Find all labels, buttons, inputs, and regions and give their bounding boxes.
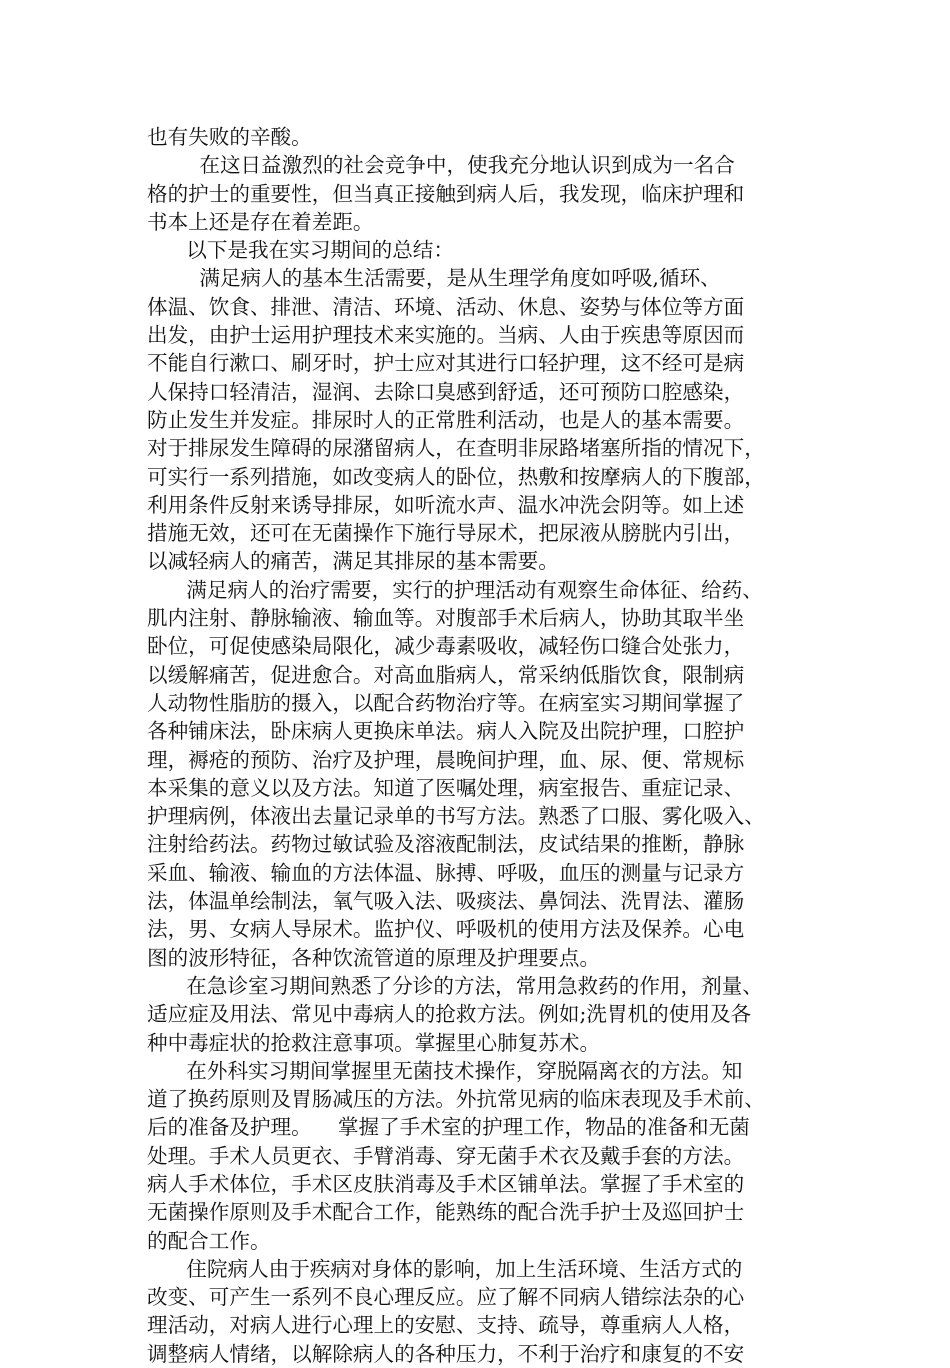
- text-line: 书本上还是存在着差距。: [147, 209, 374, 234]
- text-line: 以减轻病人的痛苦，满足其排尿的基本需要。: [147, 549, 559, 574]
- text-line: 可实行一系列措施，如改变病人的卧位，热敷和按摩病人的下腹部，: [147, 464, 765, 489]
- text-line: 也有失败的辛酸。: [147, 125, 312, 149]
- text-line: 法，体温单绘制法，氧气吸入法、吸痰法、鼻饲法、洗胃法、灌肠: [147, 889, 745, 914]
- text-line: 利用条件反射来诱导排尿，如听流水声、温水冲洗会阴等。如上述: [147, 492, 745, 517]
- text-line: 满足病人的基本生活需要，是从生理学角度如呼吸,循环、: [147, 266, 721, 291]
- text-line: 不能自行漱口、刷牙时，护士应对其进行口轻护理，这不经可是病: [147, 351, 745, 376]
- text-line: 格的护士的重要性，但当真正接触到病人后，我发现，临床护理和: [147, 181, 745, 206]
- text-line: 人保持口轻清洁，湿润、去除口臭感到舒适，还可预防口腔感染，: [147, 379, 745, 404]
- text-line: 以下是我在实习期间的总结：: [147, 238, 454, 263]
- text-line: 道了换药原则及胃肠减压的方法。外抗常见病的临床表现及手术前、: [147, 1087, 765, 1112]
- text-line: 种中毒症状的抢救注意事项。掌握里心肺复苏术。: [147, 1030, 601, 1055]
- text-line: 处理。手术人员更衣、手臂消毒、穿无菌手术衣及戴手套的方法。: [147, 1143, 745, 1168]
- text-line: 法，男、女病人导尿术。监护仪、呼吸机的使用方法及保养。心电: [147, 917, 745, 942]
- text-line: 满足病人的治疗需要，实行的护理活动有观察生命体征、给药、: [147, 577, 763, 602]
- text-line: 防止发生并发症。排尿时人的正常胜利活动，也是人的基本需要。: [147, 407, 745, 432]
- text-line: 以缓解痛苦，促进愈合。对高血脂病人，常采纳低脂饮食，限制病: [147, 662, 745, 687]
- text-line: 人动物性脂肪的摄入，以配合药物治疗等。在病室实习期间掌握了: [147, 690, 745, 715]
- text-line: 肌内注射、静脉输液、输血等。对腹部手术后病人，协助其取半坐: [147, 606, 745, 631]
- text-line: 适应症及用法、常见中毒病人的抢救方法。例如;洗胃机的使用及各: [147, 1002, 752, 1027]
- text-line: 的配合工作。: [147, 1228, 271, 1253]
- text-line: 调整病人情绪，以解除病人的各种压力，不利于治疗和康复的不安: [147, 1341, 745, 1366]
- text-line: 体温、饮食、排泄、清洁、环境、活动、休息、姿势与体位等方面: [147, 294, 745, 319]
- text-line: 采血、输液、输血的方法体温、脉搏、呼吸，血压的测量与记录方: [147, 860, 745, 885]
- text-line: 后的准备及护理。 掌握了手术室的护理工作，物品的准备和无菌: [147, 1115, 750, 1140]
- text-line: 措施无效，还可在无菌操作下施行导尿术，把尿液从膀胱内引出，: [147, 521, 745, 546]
- text-line: 本采集的意义以及方法。知道了医嘱处理，病室报告、重症记录、: [147, 775, 745, 800]
- text-line: 在外科实习期间掌握里无菌技术操作，穿脱隔离衣的方法。知: [147, 1058, 743, 1083]
- text-line: 各种铺床法，卧床病人更换床单法。病人入院及出院护理，口腔护: [147, 719, 745, 744]
- text-line: 病人手术体位，手术区皮肤消毒及手术区铺单法。掌握了手术室的: [147, 1171, 745, 1196]
- body-text: [147, 123, 827, 1368]
- text-line: 出发，由护士运用护理技术来实施的。当病、人由于疾患等原因而: [147, 323, 745, 348]
- text-line: 在这日益激烈的社会竞争中，使我充分地认识到成为一名合: [147, 153, 735, 178]
- text-line: 对于排尿发生障碍的尿潴留病人，在查明非尿路堵塞所指的情况下，: [147, 436, 765, 461]
- text-line: 无菌操作原则及手术配合工作，能熟练的配合洗手护士及巡回护士: [147, 1200, 745, 1225]
- text-line: 理活动，对病人进行心理上的安慰、支持、疏导，尊重病人人格，: [147, 1313, 745, 1338]
- text-line: 卧位，可促使感染局限化，减少毒素吸收，减轻伤口缝合处张力，: [147, 634, 745, 659]
- text-line: 护理病例，体液出去量记录单的书写方法。熟悉了口服、雾化吸入、: [147, 804, 765, 829]
- text-line: 住院病人由于疾病对身体的影响，加上生活环境、生活方式的: [147, 1256, 743, 1281]
- text-line: 改变、可产生一系列不良心理反应。应了解不同病人错综法杂的心: [147, 1285, 745, 1310]
- text-line: 理，褥疮的预防、治疗及护理，晨晚间护理，血、尿、便、常规标: [147, 747, 745, 772]
- text-line: 图的波形特征，各种饮流管道的原理及护理要点。: [147, 945, 601, 970]
- text-line: 在急诊室习期间熟悉了分诊的方法，常用急救药的作用，剂量、: [147, 973, 763, 998]
- text-line: 注射给药法。药物过敏试验及溶液配制法，皮试结果的推断，静脉: [147, 832, 745, 857]
